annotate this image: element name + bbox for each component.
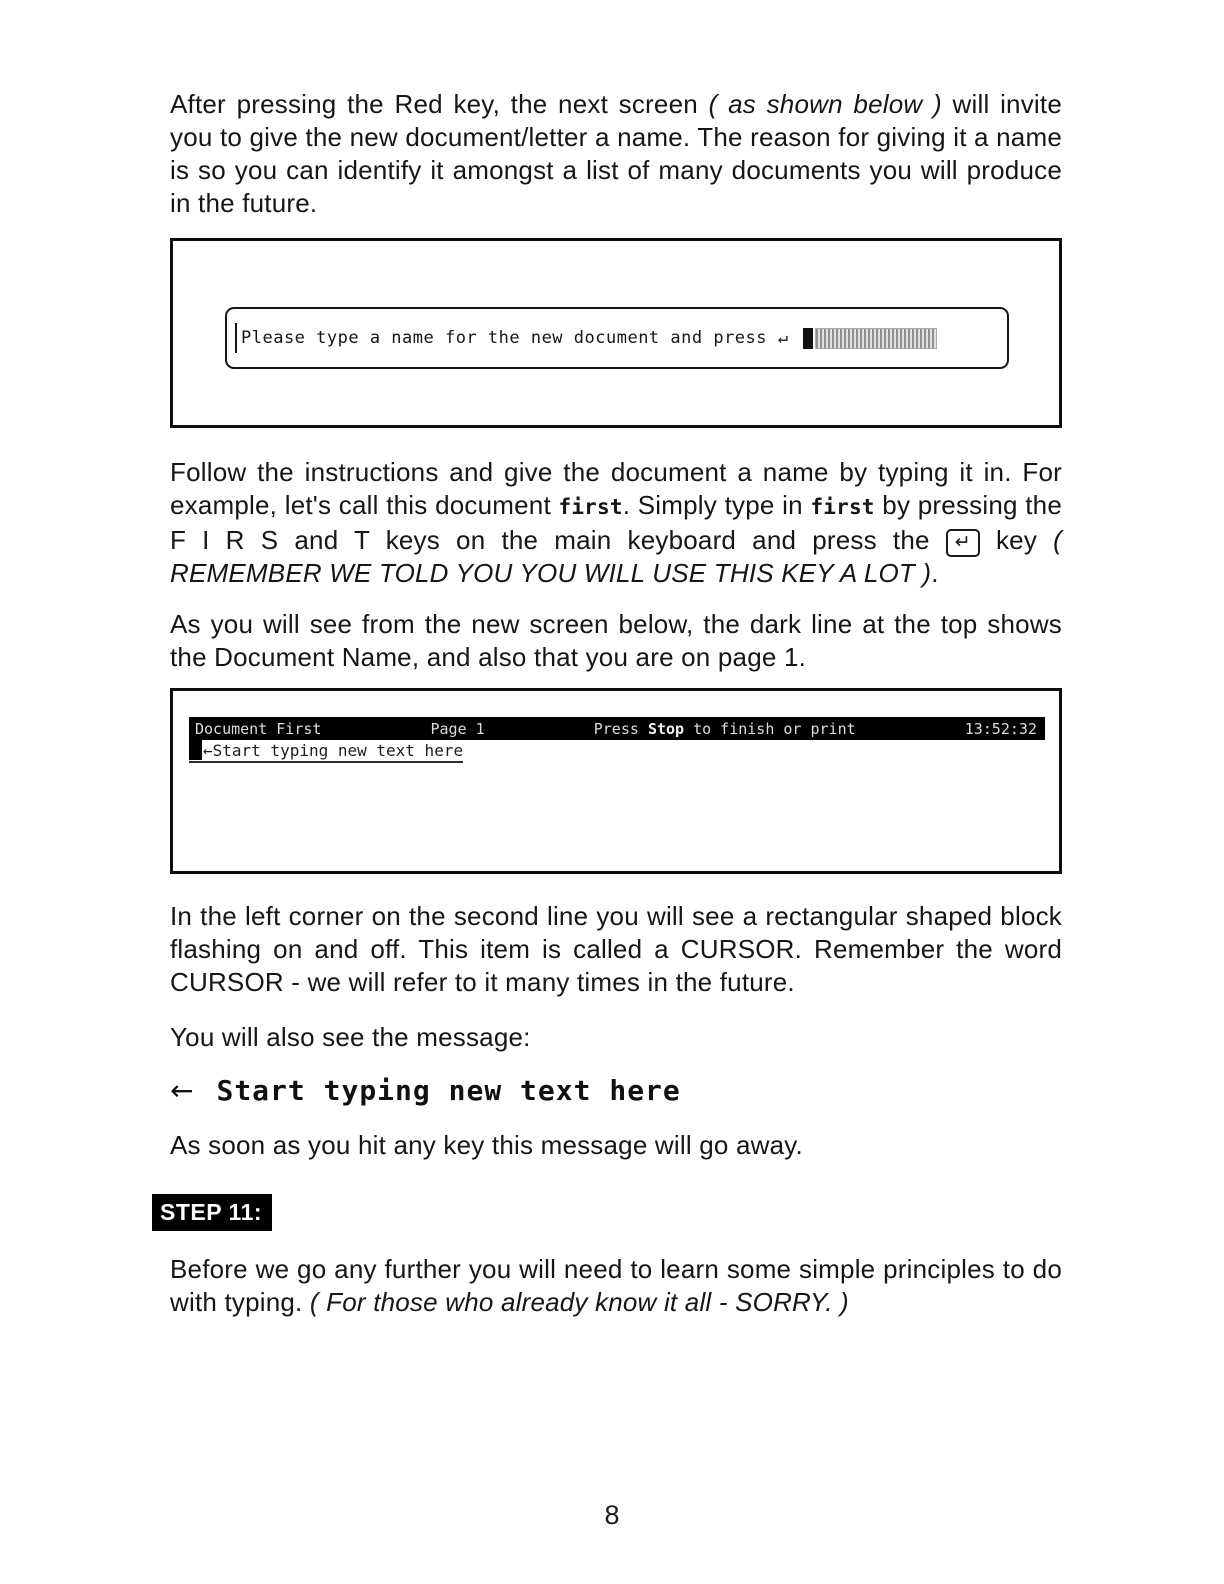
prompt-text: Please type a name for the new document and press: [241, 328, 768, 348]
step-intro-text: Before we go any further you will need to learn some simple principles to do with typing.: [170, 1254, 1062, 1317]
follow-italic-remark: ( REMEMBER WE TOLD YOU YOU WILL USE THIS KEY A LOT ): [170, 525, 1062, 588]
status-bar: [189, 717, 1045, 740]
return-key-icon: ↵: [777, 328, 789, 348]
paragraph-follow: [170, 456, 1062, 590]
field-edge-tick: [235, 323, 237, 353]
follow-text-5: .: [931, 558, 939, 588]
screen2-frame: [170, 688, 1062, 874]
paragraph-step-intro: [170, 1253, 1062, 1319]
status-press-text: Press: [593, 719, 648, 738]
paragraph-also-see: You will also see the message:: [170, 1022, 531, 1052]
intro-text-before: After pressing the Red key, the next screen: [170, 89, 709, 119]
intro-italic: ( as shown below ): [708, 89, 942, 119]
page-number: 8: [604, 1500, 620, 1530]
cursor-block: [189, 740, 202, 760]
document-name-word: first: [810, 495, 875, 519]
intro-text-after: will invite you to give the new document/letter a name. The reason for giving it a name is so you can identify it amongst a list of many documents you will produce in the future.: [170, 89, 1062, 218]
step-11-badge: STEP 11:: [152, 1194, 272, 1231]
screen1-frame: [170, 238, 1062, 428]
status-page-indicator: Page 1: [430, 719, 485, 738]
status-press-stop: [594, 720, 856, 738]
status-clock: 13:52:32: [964, 719, 1037, 738]
cursor-block: [803, 328, 813, 349]
start-typing-text: ←Start typing new text here: [203, 741, 464, 760]
start-typing-line: [189, 740, 463, 763]
status-stop-key: Stop: [647, 719, 685, 738]
left-arrow-icon: ←: [170, 1074, 195, 1107]
message-text: Start typing new text here: [216, 1074, 681, 1107]
status-document-name: Document First: [195, 719, 322, 738]
paragraph-any-key: As soon as you hit any key this message will go away.: [170, 1130, 803, 1160]
follow-text-4: key: [979, 525, 1054, 555]
paragraph-cursor: In the left corner on the second line you will see a rectangular shaped block flashing on and off. This item is called a CURSOR. Remember the word CURSOR - we will refer to it many times in the future.: [170, 901, 1062, 997]
paragraph-intro: [170, 88, 1062, 220]
document-name-word: first: [558, 495, 623, 519]
follow-text-1: Follow the instructions and give the document a name by typing it in. For example, let's call this document: [170, 457, 1062, 520]
follow-text-2: . Simply type in: [622, 490, 811, 520]
status-finish-text: to finish or print: [684, 719, 856, 738]
follow-text-3: by pressing the F I R S and T keys on the main keyboard and press the: [170, 490, 1063, 555]
step-intro-italic: ( For those who already know it all - SORRY. ): [309, 1287, 849, 1317]
start-typing-message: [170, 1074, 1062, 1107]
entry-field-block: [815, 328, 937, 349]
name-prompt-field: [225, 307, 1009, 369]
return-key-icon: ↵: [946, 529, 980, 557]
paragraph-new-screen: As you will see from the new screen below, the dark line at the top shows the Document Name, and also that you are on page 1.: [170, 609, 1062, 672]
